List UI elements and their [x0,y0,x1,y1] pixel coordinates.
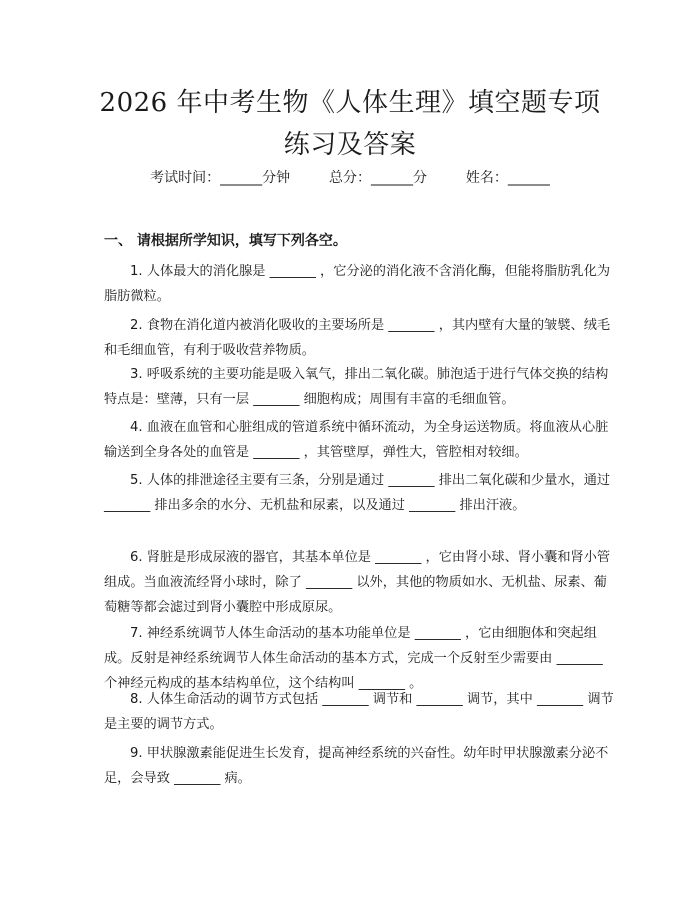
section-heading: 一、 请根据所学知识，填写下列各空。 [104,233,347,249]
document-title: 2026 年中考生物《人体生理》填空题专项练习及答案 [99,88,601,160]
question-1: 1. 人体最大的消化腺是 _______ ，它分泌的消化液不含消化酶，但能将脂肪乳化为脂肪微粒。 [104,264,611,304]
exam-info [0,168,700,188]
question-5: 5. 人体的排泄途径主要有三条，分别是通过 _______ 排出二氧化碳和少量水，通过 _______ 排出多余的水分、无机盐和尿素，以及通过 _______ 排出汗液。 [104,473,611,513]
exam-time: 考试时间：______分钟 [150,170,291,186]
question-7: 7. 神经系统调节人体生命活动的基本功能单位是 _______ ，它由细胞体和突起组成。反射是神经系统调节人体生命活动的基本方式，完成一个反射至少需要由 _______ 个神经元构成的基本结构单位，这个结构叫 _______ 。 [104,626,603,691]
question-8: 8. 人体生命活动的调节方式包括 _______ 调节和 _______ 调节，其中 _______ 调节是主要的调节方式。 [104,692,614,732]
question-6: 6. 肾脏是形成尿液的器官，其基本单位是 _______ ，它由肾小球、肾小囊和肾小管组成。当血液流经肾小球时，除了 _______ 以外，其他的物质如水、无机盐、尿素、葡萄糖等都会滤过到肾小囊腔中形成原尿。 [104,550,611,615]
exam-score: 总分：______分 [329,170,427,186]
exam-name: 姓名：______ [465,170,550,186]
question-3: 3. 呼吸系统的主要功能是吸入氧气，排出二氧化碳。肺泡适于进行气体交换的结构特点是：壁薄，只有一层 _______ 细胞构成；周围有丰富的毛细血管。 [104,367,609,407]
question-4: 4. 血液在血管和心脏组成的管道系统中循环流动，为全身运送物质。将血液从心脏输送到全身各处的血管是 _______ ，其管壁厚，弹性大，管腔相对较细。 [104,420,609,460]
question-9: 9. 甲状腺激素能促进生长发育，提高神经系统的兴奋性。幼年时甲状腺激素分泌不足，会导致 _______ 病。 [104,746,609,786]
question-2: 2. 食物在消化道内被消化吸收的主要场所是 _______ ，其内壁有大量的皱襞、绒毛和毛细血管，有利于吸收营养物质。 [104,318,611,358]
